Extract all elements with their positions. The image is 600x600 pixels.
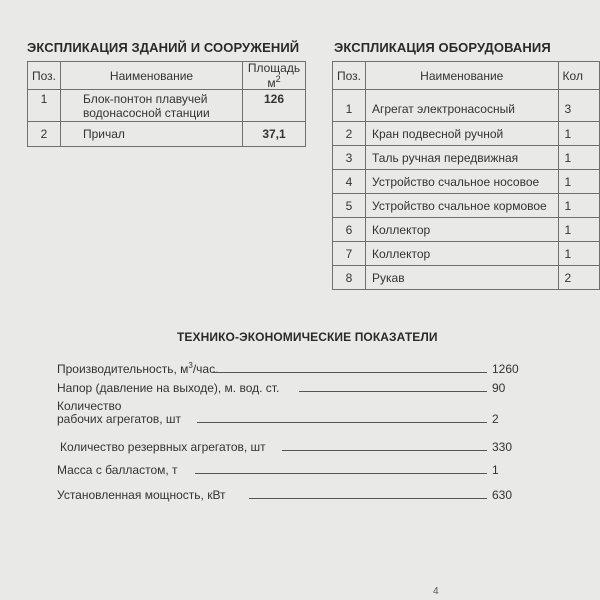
row-qty: 1 [558, 242, 599, 266]
buildings-table [27, 61, 306, 147]
row-area: 126 [243, 90, 306, 122]
leader-line [249, 498, 487, 499]
row-name [61, 90, 243, 122]
indicator-pressure [57, 381, 527, 395]
indicator-label: Количество резервных агрегатов, шт [60, 440, 266, 454]
table-row [333, 242, 600, 266]
row-name: Устройство счальное носовое [366, 170, 559, 194]
header-name: Наименование [61, 62, 243, 90]
row-name: Таль ручная передвижная [366, 146, 559, 170]
indicator-value: 90 [492, 381, 506, 395]
indicator-label-text: Производительность, м [57, 362, 189, 376]
header-area [243, 62, 306, 90]
indicator-label: рабочих агрегатов, шт [57, 412, 182, 426]
indicator-value: 2 [492, 412, 499, 426]
row-name: Коллектор [366, 218, 559, 242]
leader-line [195, 473, 487, 474]
row-name: Агрегат электронасосный [366, 98, 559, 122]
spacer-cell [333, 90, 366, 98]
table-header-row [28, 62, 306, 90]
row-pos: 1 [28, 90, 61, 122]
row-name: Устройство счальное кормовое [366, 194, 559, 218]
leader-line [282, 450, 487, 451]
row-name-line2: водонасосной станции [83, 105, 210, 120]
table-row [333, 122, 600, 146]
row-qty: 1 [558, 218, 599, 242]
row-qty: 3 [558, 98, 599, 122]
row-qty: 1 [558, 194, 599, 218]
buildings-section-title: ЭКСПЛИКАЦИЯ ЗДАНИЙ И СООРУЖЕНИЙ [27, 40, 300, 55]
header-pos: Поз. [333, 62, 366, 90]
indicator-value: 1260 [492, 362, 519, 376]
row-qty: 1 [558, 170, 599, 194]
table-spacer-row [333, 90, 600, 98]
spacer-cell [366, 90, 559, 98]
indicator-label: Масса с балластом, т [57, 463, 178, 477]
row-pos: 2 [333, 122, 366, 146]
indicator-working-units [57, 412, 527, 426]
indicator-value: 330 [492, 440, 513, 454]
table-header-row [333, 62, 600, 90]
indicators-section-title: ТЕХНИКО-ЭКОНОМИЧЕСКИЕ ПОКАЗАТЕЛИ [177, 330, 438, 344]
row-qty: 1 [558, 122, 599, 146]
indicator-label-suffix: /час. [192, 362, 219, 376]
table-row [333, 170, 600, 194]
indicator-mass [57, 463, 527, 477]
indicator-label [57, 359, 218, 376]
equipment-table [332, 61, 600, 290]
indicator-label: Напор (давление на выходе), м. вод. ст. [57, 381, 280, 395]
row-pos: 7 [333, 242, 366, 266]
table-row [333, 194, 600, 218]
page-number: 4 [433, 586, 439, 597]
table-row [28, 90, 306, 122]
indicator-label-sup: 3 [188, 361, 193, 370]
row-pos: 1 [333, 98, 366, 122]
spacer-cell [558, 90, 599, 98]
leader-line [211, 372, 487, 373]
header-pos: Поз. [28, 62, 61, 90]
table-row [333, 98, 600, 122]
header-name: Наименование [366, 62, 559, 90]
table-row [333, 146, 600, 170]
header-area-label: Площадь м [247, 60, 301, 90]
indicator-reserve-units [57, 440, 527, 454]
indicator-power [57, 488, 527, 502]
indicator-value: 1 [492, 463, 499, 477]
row-name: Кран подвесной ручной [366, 122, 559, 146]
indicator-count-line1 [57, 399, 527, 413]
indicator-label: Установленная мощность, кВт [57, 488, 226, 502]
indicator-productivity [57, 362, 527, 376]
row-pos: 3 [333, 146, 366, 170]
row-area: 37,1 [243, 122, 306, 147]
row-name-line1: Блок-понтон плавучей [83, 91, 208, 106]
row-qty: 1 [558, 146, 599, 170]
row-pos: 6 [333, 218, 366, 242]
row-pos: 2 [28, 122, 61, 147]
header-area-sup: 2 [275, 73, 281, 84]
row-name: Рукав [366, 266, 559, 290]
row-name: Коллектор [366, 242, 559, 266]
row-pos: 5 [333, 194, 366, 218]
equipment-section-title: ЭКСПЛИКАЦИЯ ОБОРУДОВАНИЯ [334, 40, 551, 55]
table-row [333, 218, 600, 242]
row-name: Причал [61, 122, 243, 147]
leader-line [299, 391, 487, 392]
table-row [28, 122, 306, 147]
row-pos: 4 [333, 170, 366, 194]
table-row [333, 266, 600, 290]
leader-line [197, 422, 487, 423]
header-qty: Кол [558, 62, 599, 90]
row-pos: 8 [333, 266, 366, 290]
row-qty: 2 [558, 266, 599, 290]
indicator-label-line1: Количество [57, 399, 122, 413]
indicator-value: 630 [492, 488, 513, 502]
